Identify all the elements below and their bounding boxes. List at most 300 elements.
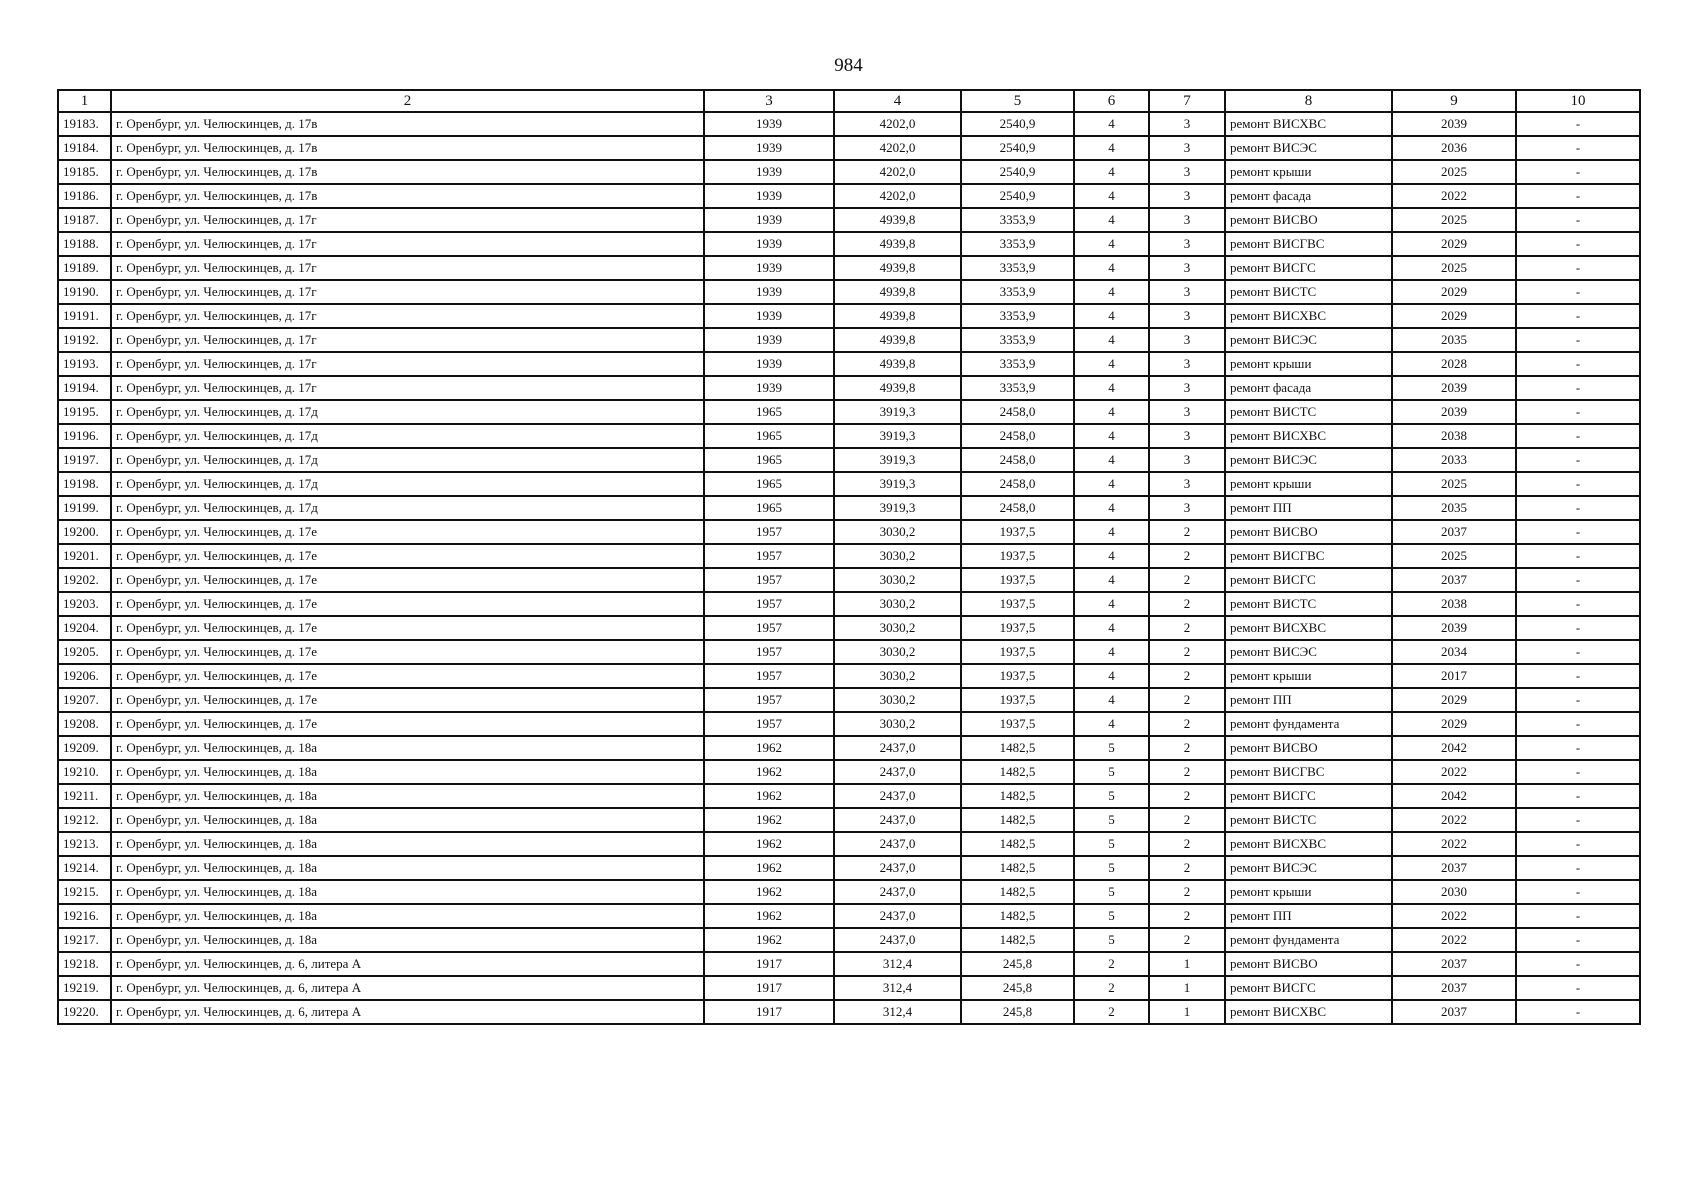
cell-total-area: 3030,2 [834, 688, 961, 712]
cell-work-type: ремонт ВИСГС [1225, 976, 1392, 1000]
cell-year-built: 1939 [704, 352, 834, 376]
column-header-3: 3 [704, 90, 834, 112]
cell-floors: 4 [1074, 712, 1149, 736]
cell-note: - [1516, 496, 1640, 520]
cell-entrances: 2 [1149, 712, 1225, 736]
table-row [58, 160, 1640, 184]
cell-row-number: 19204. [58, 616, 111, 640]
cell-note: - [1516, 736, 1640, 760]
cell-row-number: 19193. [58, 352, 111, 376]
cell-row-number: 19207. [58, 688, 111, 712]
cell-year-built: 1939 [704, 280, 834, 304]
cell-work-type: ремонт фасада [1225, 376, 1392, 400]
cell-floors: 4 [1074, 496, 1149, 520]
cell-planned-year: 2039 [1392, 616, 1516, 640]
cell-work-type: ремонт ВИСТС [1225, 592, 1392, 616]
cell-note: - [1516, 112, 1640, 136]
cell-work-type: ремонт фундамента [1225, 928, 1392, 952]
cell-total-area: 2437,0 [834, 832, 961, 856]
cell-total-area: 2437,0 [834, 856, 961, 880]
cell-note: - [1516, 928, 1640, 952]
cell-total-area: 4939,8 [834, 256, 961, 280]
cell-row-number: 19200. [58, 520, 111, 544]
cell-year-built: 1965 [704, 400, 834, 424]
table-row [58, 856, 1640, 880]
cell-floors: 4 [1074, 688, 1149, 712]
cell-entrances: 2 [1149, 520, 1225, 544]
cell-entrances: 3 [1149, 448, 1225, 472]
cell-work-type: ремонт крыши [1225, 880, 1392, 904]
cell-planned-year: 2037 [1392, 568, 1516, 592]
cell-year-built: 1962 [704, 856, 834, 880]
cell-floors: 4 [1074, 352, 1149, 376]
cell-row-number: 19201. [58, 544, 111, 568]
cell-row-number: 19190. [58, 280, 111, 304]
cell-planned-year: 2037 [1392, 952, 1516, 976]
cell-row-number: 19215. [58, 880, 111, 904]
cell-living-area: 3353,9 [961, 208, 1074, 232]
cell-planned-year: 2037 [1392, 1000, 1516, 1024]
cell-row-number: 19187. [58, 208, 111, 232]
column-header-7: 7 [1149, 90, 1225, 112]
cell-living-area: 3353,9 [961, 352, 1074, 376]
cell-address: г. Оренбург, ул. Челюскинцев, д. 17е [111, 712, 704, 736]
cell-year-built: 1957 [704, 520, 834, 544]
cell-note: - [1516, 640, 1640, 664]
cell-entrances: 2 [1149, 544, 1225, 568]
table-row [58, 376, 1640, 400]
cell-floors: 4 [1074, 424, 1149, 448]
cell-row-number: 19205. [58, 640, 111, 664]
cell-row-number: 19210. [58, 760, 111, 784]
cell-work-type: ремонт ВИСТС [1225, 280, 1392, 304]
table-row [58, 904, 1640, 928]
table-row [58, 760, 1640, 784]
cell-row-number: 19214. [58, 856, 111, 880]
cell-total-area: 2437,0 [834, 880, 961, 904]
cell-floors: 2 [1074, 1000, 1149, 1024]
cell-entrances: 3 [1149, 160, 1225, 184]
table-row [58, 304, 1640, 328]
cell-note: - [1516, 208, 1640, 232]
cell-address: г. Оренбург, ул. Челюскинцев, д. 17г [111, 376, 704, 400]
cell-entrances: 2 [1149, 736, 1225, 760]
cell-note: - [1516, 1000, 1640, 1024]
cell-entrances: 1 [1149, 976, 1225, 1000]
cell-note: - [1516, 832, 1640, 856]
cell-note: - [1516, 304, 1640, 328]
cell-work-type: ремонт ПП [1225, 688, 1392, 712]
cell-entrances: 1 [1149, 952, 1225, 976]
cell-total-area: 3919,3 [834, 472, 961, 496]
table-row [58, 112, 1640, 136]
cell-living-area: 1937,5 [961, 712, 1074, 736]
cell-total-area: 3030,2 [834, 544, 961, 568]
cell-living-area: 1937,5 [961, 520, 1074, 544]
cell-row-number: 19195. [58, 400, 111, 424]
cell-total-area: 4939,8 [834, 352, 961, 376]
cell-row-number: 19199. [58, 496, 111, 520]
cell-living-area: 1937,5 [961, 616, 1074, 640]
cell-entrances: 1 [1149, 1000, 1225, 1024]
cell-planned-year: 2029 [1392, 712, 1516, 736]
cell-floors: 5 [1074, 832, 1149, 856]
cell-planned-year: 2042 [1392, 736, 1516, 760]
cell-entrances: 3 [1149, 184, 1225, 208]
cell-entrances: 3 [1149, 232, 1225, 256]
cell-entrances: 2 [1149, 592, 1225, 616]
cell-floors: 4 [1074, 328, 1149, 352]
cell-note: - [1516, 760, 1640, 784]
cell-address: г. Оренбург, ул. Челюскинцев, д. 17г [111, 232, 704, 256]
cell-entrances: 3 [1149, 208, 1225, 232]
cell-entrances: 2 [1149, 832, 1225, 856]
cell-entrances: 3 [1149, 304, 1225, 328]
cell-total-area: 3919,3 [834, 424, 961, 448]
cell-total-area: 3030,2 [834, 640, 961, 664]
cell-year-built: 1939 [704, 160, 834, 184]
table-row [58, 976, 1640, 1000]
cell-floors: 5 [1074, 760, 1149, 784]
cell-year-built: 1962 [704, 760, 834, 784]
cell-address: г. Оренбург, ул. Челюскинцев, д. 17д [111, 424, 704, 448]
cell-living-area: 3353,9 [961, 328, 1074, 352]
cell-address: г. Оренбург, ул. Челюскинцев, д. 17д [111, 496, 704, 520]
cell-entrances: 3 [1149, 376, 1225, 400]
cell-total-area: 4939,8 [834, 208, 961, 232]
cell-address: г. Оренбург, ул. Челюскинцев, д. 17е [111, 544, 704, 568]
cell-living-area: 2458,0 [961, 448, 1074, 472]
cell-living-area: 1482,5 [961, 856, 1074, 880]
cell-year-built: 1917 [704, 1000, 834, 1024]
cell-floors: 4 [1074, 472, 1149, 496]
cell-note: - [1516, 880, 1640, 904]
column-header-4: 4 [834, 90, 961, 112]
cell-year-built: 1962 [704, 808, 834, 832]
cell-planned-year: 2022 [1392, 928, 1516, 952]
cell-total-area: 3919,3 [834, 448, 961, 472]
cell-work-type: ремонт ВИСХВС [1225, 616, 1392, 640]
cell-floors: 4 [1074, 616, 1149, 640]
cell-note: - [1516, 232, 1640, 256]
cell-work-type: ремонт ВИСТС [1225, 808, 1392, 832]
cell-row-number: 19189. [58, 256, 111, 280]
cell-address: г. Оренбург, ул. Челюскинцев, д. 17в [111, 184, 704, 208]
cell-living-area: 2458,0 [961, 496, 1074, 520]
cell-address: г. Оренбург, ул. Челюскинцев, д. 17г [111, 280, 704, 304]
cell-total-area: 4202,0 [834, 160, 961, 184]
cell-year-built: 1917 [704, 952, 834, 976]
cell-work-type: ремонт ВИСХВС [1225, 112, 1392, 136]
cell-entrances: 2 [1149, 568, 1225, 592]
cell-planned-year: 2025 [1392, 208, 1516, 232]
cell-row-number: 19217. [58, 928, 111, 952]
cell-address: г. Оренбург, ул. Челюскинцев, д. 18а [111, 784, 704, 808]
cell-floors: 4 [1074, 568, 1149, 592]
cell-year-built: 1939 [704, 328, 834, 352]
cell-work-type: ремонт ВИСВО [1225, 736, 1392, 760]
column-header-9: 9 [1392, 90, 1516, 112]
cell-total-area: 4939,8 [834, 232, 961, 256]
cell-floors: 2 [1074, 976, 1149, 1000]
cell-row-number: 19209. [58, 736, 111, 760]
cell-work-type: ремонт ВИСХВС [1225, 304, 1392, 328]
cell-work-type: ремонт ВИСЭС [1225, 448, 1392, 472]
cell-floors: 4 [1074, 304, 1149, 328]
cell-living-area: 1937,5 [961, 544, 1074, 568]
cell-note: - [1516, 544, 1640, 568]
cell-year-built: 1939 [704, 376, 834, 400]
cell-floors: 4 [1074, 256, 1149, 280]
cell-living-area: 2540,9 [961, 184, 1074, 208]
cell-living-area: 1482,5 [961, 784, 1074, 808]
cell-note: - [1516, 616, 1640, 640]
cell-entrances: 2 [1149, 664, 1225, 688]
cell-living-area: 1937,5 [961, 592, 1074, 616]
cell-planned-year: 2022 [1392, 808, 1516, 832]
cell-year-built: 1957 [704, 616, 834, 640]
cell-address: г. Оренбург, ул. Челюскинцев, д. 18а [111, 832, 704, 856]
cell-living-area: 2458,0 [961, 472, 1074, 496]
cell-work-type: ремонт ВИСХВС [1225, 424, 1392, 448]
cell-year-built: 1957 [704, 568, 834, 592]
cell-note: - [1516, 400, 1640, 424]
cell-row-number: 19196. [58, 424, 111, 448]
table-row [58, 736, 1640, 760]
cell-work-type: ремонт ВИСЭС [1225, 136, 1392, 160]
cell-work-type: ремонт ПП [1225, 904, 1392, 928]
cell-living-area: 1482,5 [961, 928, 1074, 952]
cell-year-built: 1957 [704, 544, 834, 568]
cell-address: г. Оренбург, ул. Челюскинцев, д. 17д [111, 472, 704, 496]
cell-entrances: 3 [1149, 136, 1225, 160]
table-row [58, 280, 1640, 304]
table-row [58, 520, 1640, 544]
cell-year-built: 1939 [704, 232, 834, 256]
column-header-10: 10 [1516, 90, 1640, 112]
cell-total-area: 3030,2 [834, 520, 961, 544]
cell-note: - [1516, 568, 1640, 592]
cell-work-type: ремонт фасада [1225, 184, 1392, 208]
cell-planned-year: 2030 [1392, 880, 1516, 904]
cell-row-number: 19192. [58, 328, 111, 352]
cell-entrances: 3 [1149, 352, 1225, 376]
cell-living-area: 3353,9 [961, 376, 1074, 400]
header-row [58, 90, 1640, 112]
cell-year-built: 1957 [704, 640, 834, 664]
cell-year-built: 1962 [704, 784, 834, 808]
cell-floors: 4 [1074, 664, 1149, 688]
cell-total-area: 312,4 [834, 976, 961, 1000]
cell-address: г. Оренбург, ул. Челюскинцев, д. 17в [111, 160, 704, 184]
table-row [58, 616, 1640, 640]
cell-entrances: 3 [1149, 280, 1225, 304]
cell-entrances: 2 [1149, 688, 1225, 712]
cell-year-built: 1962 [704, 832, 834, 856]
cell-total-area: 3919,3 [834, 400, 961, 424]
cell-planned-year: 2025 [1392, 256, 1516, 280]
cell-year-built: 1965 [704, 472, 834, 496]
cell-year-built: 1962 [704, 904, 834, 928]
cell-entrances: 3 [1149, 112, 1225, 136]
column-header-5: 5 [961, 90, 1074, 112]
cell-total-area: 312,4 [834, 952, 961, 976]
cell-planned-year: 2029 [1392, 232, 1516, 256]
table-row [58, 784, 1640, 808]
cell-work-type: ремонт ВИСВО [1225, 520, 1392, 544]
cell-total-area: 3030,2 [834, 712, 961, 736]
cell-address: г. Оренбург, ул. Челюскинцев, д. 18а [111, 928, 704, 952]
cell-floors: 4 [1074, 280, 1149, 304]
cell-work-type: ремонт ВИСГВС [1225, 232, 1392, 256]
table-row [58, 640, 1640, 664]
cell-row-number: 19191. [58, 304, 111, 328]
cell-work-type: ремонт ВИСЭС [1225, 856, 1392, 880]
cell-work-type: ремонт крыши [1225, 352, 1392, 376]
cell-address: г. Оренбург, ул. Челюскинцев, д. 17е [111, 568, 704, 592]
cell-living-area: 245,8 [961, 952, 1074, 976]
cell-total-area: 2437,0 [834, 736, 961, 760]
cell-note: - [1516, 784, 1640, 808]
cell-row-number: 19216. [58, 904, 111, 928]
cell-floors: 4 [1074, 400, 1149, 424]
cell-planned-year: 2025 [1392, 472, 1516, 496]
cell-year-built: 1939 [704, 208, 834, 232]
cell-note: - [1516, 688, 1640, 712]
cell-row-number: 19183. [58, 112, 111, 136]
cell-address: г. Оренбург, ул. Челюскинцев, д. 18а [111, 760, 704, 784]
cell-planned-year: 2029 [1392, 688, 1516, 712]
table-row [58, 448, 1640, 472]
cell-planned-year: 2035 [1392, 328, 1516, 352]
cell-total-area: 2437,0 [834, 904, 961, 928]
cell-note: - [1516, 184, 1640, 208]
cell-address: г. Оренбург, ул. Челюскинцев, д. 17д [111, 400, 704, 424]
cell-note: - [1516, 808, 1640, 832]
cell-living-area: 2540,9 [961, 136, 1074, 160]
cell-year-built: 1965 [704, 424, 834, 448]
column-header-8: 8 [1225, 90, 1392, 112]
cell-entrances: 2 [1149, 784, 1225, 808]
cell-entrances: 3 [1149, 400, 1225, 424]
cell-entrances: 2 [1149, 904, 1225, 928]
cell-living-area: 1482,5 [961, 736, 1074, 760]
table-row [58, 1000, 1640, 1024]
cell-total-area: 4202,0 [834, 184, 961, 208]
table-row [58, 688, 1640, 712]
cell-planned-year: 2022 [1392, 184, 1516, 208]
table-row [58, 208, 1640, 232]
cell-total-area: 4202,0 [834, 112, 961, 136]
cell-entrances: 3 [1149, 472, 1225, 496]
cell-work-type: ремонт ВИСГВС [1225, 760, 1392, 784]
cell-year-built: 1917 [704, 976, 834, 1000]
table-row [58, 496, 1640, 520]
cell-living-area: 2540,9 [961, 112, 1074, 136]
table-row [58, 592, 1640, 616]
cell-address: г. Оренбург, ул. Челюскинцев, д. 18а [111, 736, 704, 760]
cell-row-number: 19197. [58, 448, 111, 472]
cell-planned-year: 2022 [1392, 832, 1516, 856]
cell-floors: 5 [1074, 880, 1149, 904]
cell-work-type: ремонт крыши [1225, 472, 1392, 496]
cell-entrances: 2 [1149, 760, 1225, 784]
cell-row-number: 19202. [58, 568, 111, 592]
cell-work-type: ремонт крыши [1225, 160, 1392, 184]
cell-floors: 5 [1074, 856, 1149, 880]
cell-work-type: ремонт фундамента [1225, 712, 1392, 736]
cell-planned-year: 2025 [1392, 160, 1516, 184]
cell-address: г. Оренбург, ул. Челюскинцев, д. 17г [111, 328, 704, 352]
cell-note: - [1516, 976, 1640, 1000]
cell-living-area: 1482,5 [961, 832, 1074, 856]
cell-entrances: 3 [1149, 496, 1225, 520]
cell-planned-year: 2025 [1392, 544, 1516, 568]
cell-entrances: 2 [1149, 616, 1225, 640]
cell-row-number: 19188. [58, 232, 111, 256]
cell-row-number: 19185. [58, 160, 111, 184]
cell-floors: 5 [1074, 784, 1149, 808]
cell-row-number: 19212. [58, 808, 111, 832]
cell-year-built: 1957 [704, 592, 834, 616]
cell-address: г. Оренбург, ул. Челюскинцев, д. 18а [111, 856, 704, 880]
page-number: 984 [834, 55, 863, 76]
cell-year-built: 1939 [704, 112, 834, 136]
cell-floors: 4 [1074, 136, 1149, 160]
cell-year-built: 1962 [704, 880, 834, 904]
cell-row-number: 19213. [58, 832, 111, 856]
cell-work-type: ремонт ВИСГВС [1225, 544, 1392, 568]
cell-total-area: 3030,2 [834, 664, 961, 688]
cell-note: - [1516, 256, 1640, 280]
cell-living-area: 3353,9 [961, 232, 1074, 256]
cell-year-built: 1939 [704, 256, 834, 280]
cell-total-area: 2437,0 [834, 760, 961, 784]
cell-living-area: 2458,0 [961, 400, 1074, 424]
cell-row-number: 19206. [58, 664, 111, 688]
table-row [58, 256, 1640, 280]
cell-address: г. Оренбург, ул. Челюскинцев, д. 6, литера А [111, 952, 704, 976]
cell-total-area: 312,4 [834, 1000, 961, 1024]
cell-living-area: 3353,9 [961, 304, 1074, 328]
cell-note: - [1516, 952, 1640, 976]
cell-address: г. Оренбург, ул. Челюскинцев, д. 17е [111, 592, 704, 616]
cell-row-number: 19184. [58, 136, 111, 160]
cell-note: - [1516, 472, 1640, 496]
cell-entrances: 2 [1149, 640, 1225, 664]
cell-floors: 4 [1074, 376, 1149, 400]
cell-planned-year: 2028 [1392, 352, 1516, 376]
cell-year-built: 1957 [704, 712, 834, 736]
cell-planned-year: 2039 [1392, 112, 1516, 136]
cell-year-built: 1939 [704, 304, 834, 328]
cell-total-area: 4202,0 [834, 136, 961, 160]
cell-address: г. Оренбург, ул. Челюскинцев, д. 6, литера А [111, 976, 704, 1000]
table-row [58, 568, 1640, 592]
cell-address: г. Оренбург, ул. Челюскинцев, д. 17в [111, 112, 704, 136]
cell-note: - [1516, 448, 1640, 472]
cell-note: - [1516, 712, 1640, 736]
cell-planned-year: 2039 [1392, 376, 1516, 400]
table-row [58, 184, 1640, 208]
table-row [58, 664, 1640, 688]
cell-planned-year: 2035 [1392, 496, 1516, 520]
table-row [58, 712, 1640, 736]
cell-row-number: 19218. [58, 952, 111, 976]
cell-address: г. Оренбург, ул. Челюскинцев, д. 17г [111, 304, 704, 328]
cell-planned-year: 2039 [1392, 400, 1516, 424]
cell-note: - [1516, 280, 1640, 304]
